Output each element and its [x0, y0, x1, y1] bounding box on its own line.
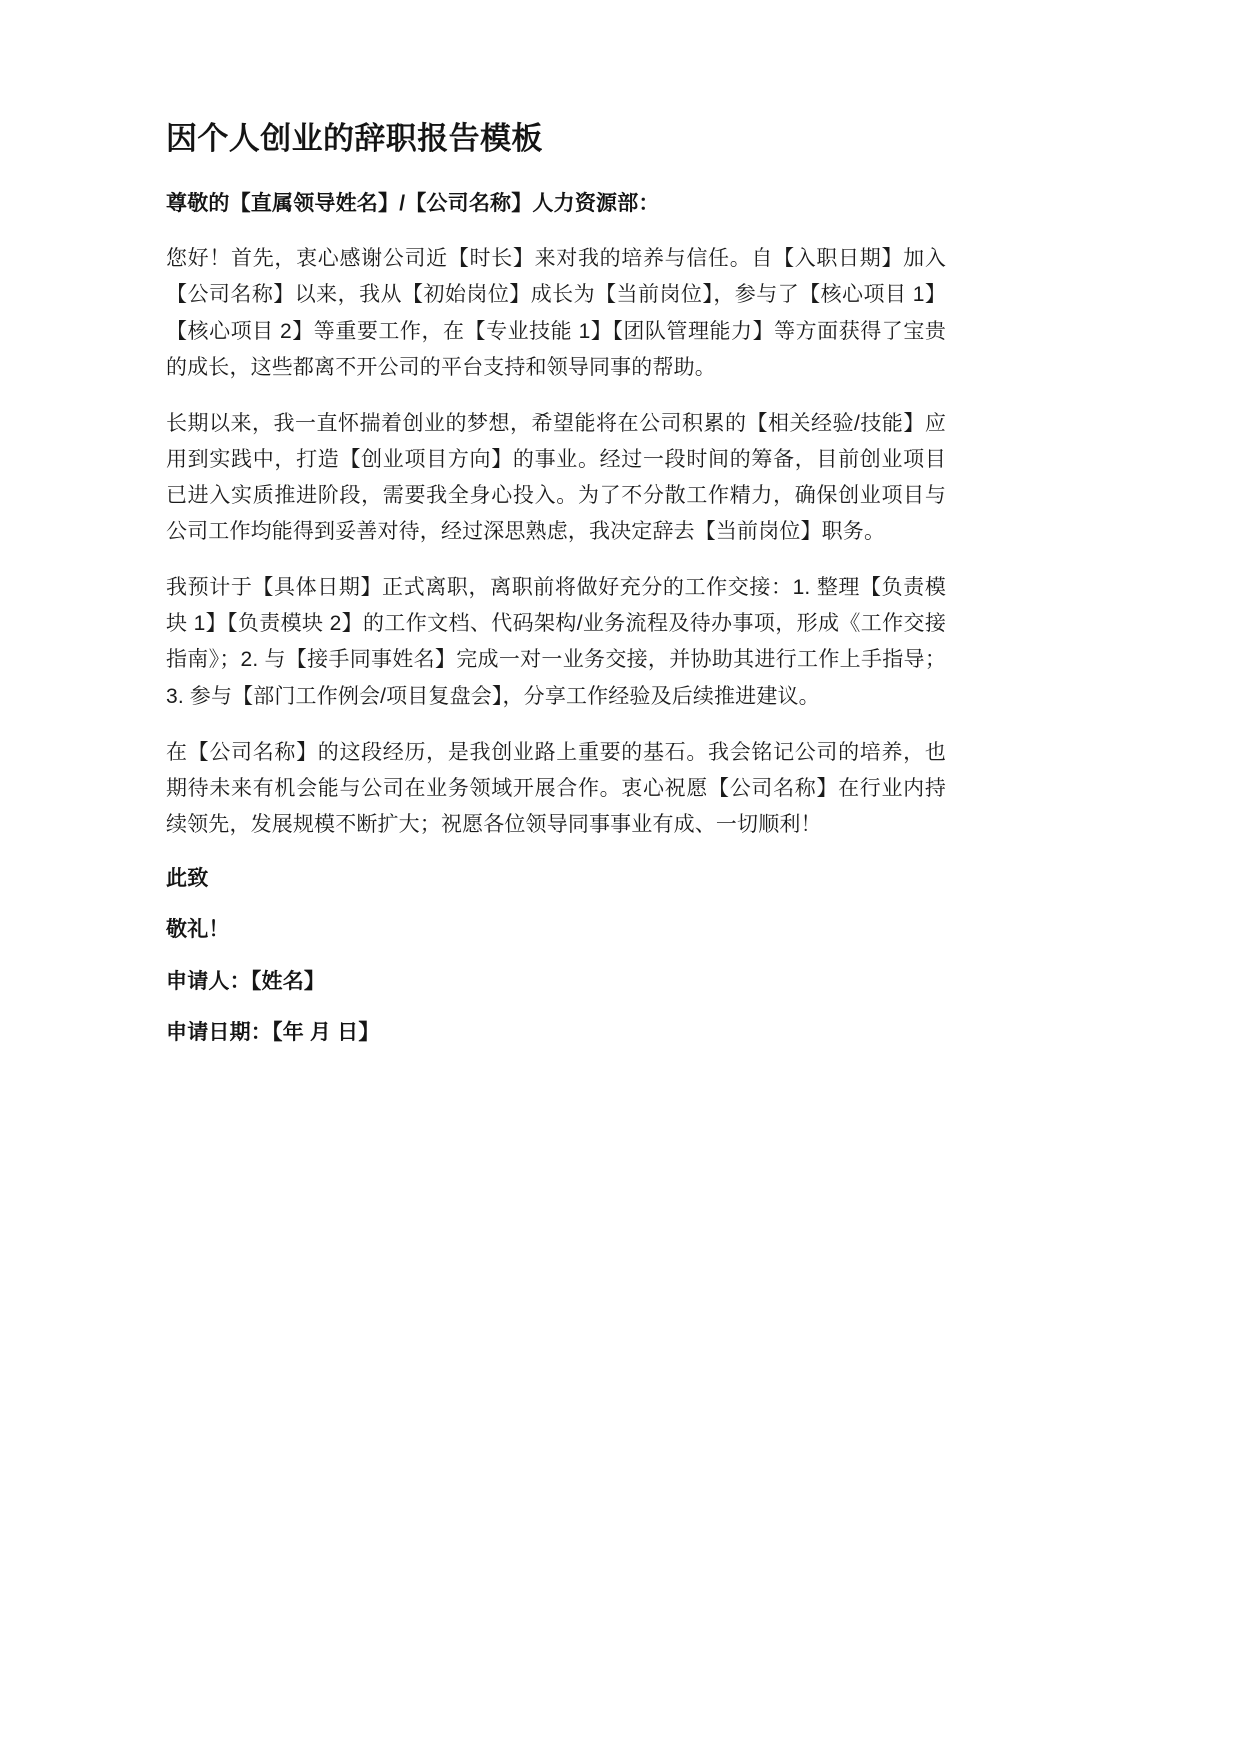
closing-valediction: 此致 — [166, 866, 209, 890]
closing-applicant: 申请人：【姓名】 — [166, 969, 326, 993]
paragraph-wishes: 在【公司名称】的这段经历，是我创业路上重要的基石。我会铭记公司的培养，也期待未来有机会能与公司在业务领域开展合作。衷心祝愿【公司名称】在行业内持续领先，发展规模不断扩大；祝愿各位领导同事事业有成、一切顺利！ — [166, 740, 946, 836]
salutation-line: 尊敬的【直属领导姓名】/【公司名称】人力资源部： — [166, 191, 660, 215]
closing-application-date: 申请日期：【年 月 日】 — [166, 1021, 380, 1045]
document-body — [166, 118, 946, 1069]
closing-salute: 敬礼！ — [166, 918, 230, 942]
paragraph-handover: 我预计于【具体日期】正式离职，离职前将做好充分的工作交接：1. 整理【负责模块 1】【负责模块 2】的工作文档、代码架构/业务流程及待办事项，形成《工作交接指南》；2. 与【接手同事姓名】完成一对一业务交接，并协助其进行工作上手指导；3. 参与【部门工作例会/项目复盘会】，分享工作经验及后续推进建议。 — [166, 576, 946, 708]
paragraph-gratitude: 您好！首先，衷心感谢公司近【时长】来对我的培养与信任。自【入职日期】加入【公司名称】以来，我从【初始岗位】成长为【当前岗位】，参与了【核心项目 1】【核心项目 2】等重要工作，在【专业技能 1】【团队管理能力】等方面获得了宝贵的成长，这些都离不开公司的平台支持和领导同事的帮助。 — [166, 247, 946, 379]
paragraph-reason: 长期以来，我一直怀揣着创业的梦想，希望能将在公司积累的【相关经验/技能】应用到实践中，打造【创业项目方向】的事业。经过一段时间的筹备，目前创业项目已进入实质推进阶段，需要我全身心投入。为了不分散工作精力，确保创业项目与公司工作均能得到妥善对待，经过深思熟虑，我决定辞去【当前岗位】职务。 — [166, 411, 946, 544]
page-title: 因个人创业的辞职报告模板 — [166, 121, 543, 156]
